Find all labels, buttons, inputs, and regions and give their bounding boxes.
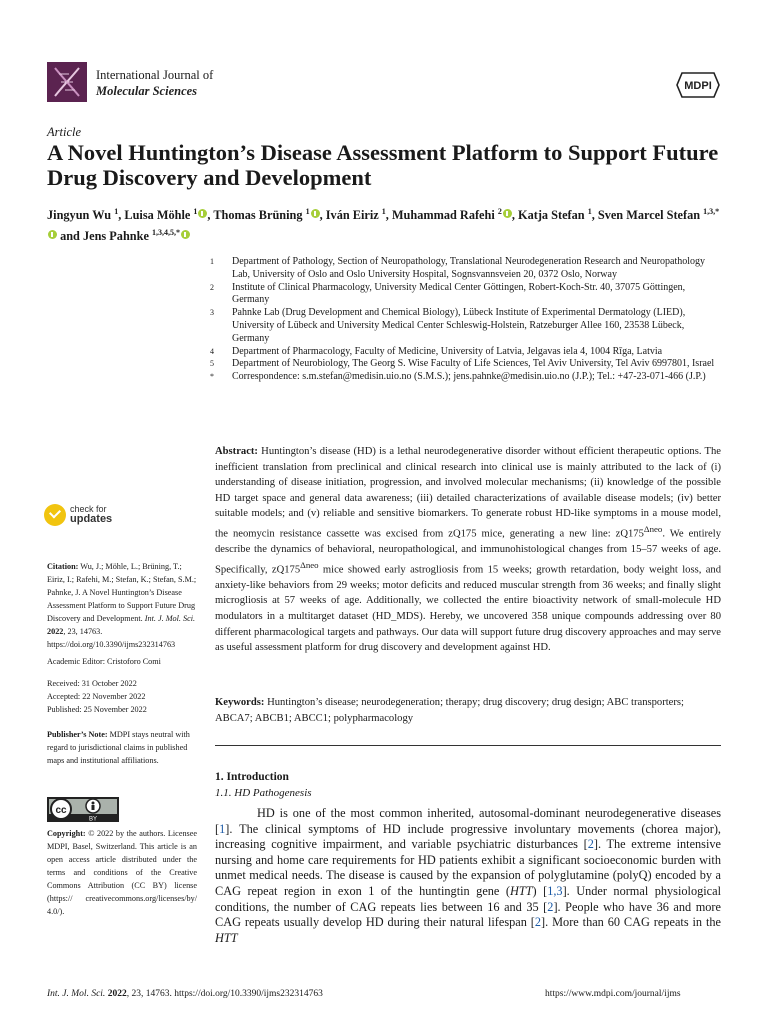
published-date: Published: 25 November 2022 [47,705,147,714]
citation [47,560,197,651]
check-updates-line2: updates [70,513,113,525]
affiliation-number: 4 [210,346,214,356]
keywords-label: Keywords: [215,697,265,708]
check-for-updates-button[interactable] [44,504,144,532]
affiliation-item [210,346,720,359]
affiliation-text: Department of Neurobiology, The Georg S. Wise Faculty of Life Sciences, Tel Aviv University, Tel Aviv 6997801, Israel [232,358,715,370]
orcid-icon[interactable] [311,209,320,218]
orcid-icon[interactable] [48,230,57,239]
affiliation-text: Correspondence: s.m.stefan@medisin.uio.no (S.M.S.); jens.pahnke@medisin.uio.no (J.P.); Tel.: +47-23-071-466 (J.P.) [232,371,706,383]
author-separator: , [319,208,326,223]
keywords-text: Huntington’s disease; neurodegeneration; therapy; drug discovery; drug design; ABC transporters; ABCA7; ABCB1; ABCC1; polypharmacology [215,697,684,724]
intro-text: ]. More than 60 CAG repeats in the [541,915,721,930]
reference-link[interactable]: 2 [534,915,542,930]
author-separator: and [57,229,83,244]
intro-text: ]. The clinical symptoms of HD include progressive involuntary movements (chorea major), increasing cognitive impairment, and variable psychiatric disturbances [ [215,821,721,852]
author-affiliation-sup: 1,3,* [703,207,720,216]
affiliations [210,256,720,384]
gene-name: HTT [509,883,533,898]
citation-journal: Int. J. Mol. Sci. [144,614,196,623]
author-separator: , [511,208,519,223]
affiliation-item [210,371,720,384]
mdpi-logo-icon [676,72,720,98]
mdpi-logo-text: MDPI [684,80,712,92]
affiliation-number: * [210,372,214,382]
abstract-sup-1: Δneo [643,523,663,534]
footer-doi[interactable]: , 23, 14763. https://doi.org/10.3390/ijms232314763 [126,989,323,999]
author-affiliation-sup: 2 [497,207,502,216]
affiliation-number: 5 [210,359,214,369]
section-heading: 1. Introduction [215,771,289,783]
article-type: Article [47,125,82,139]
keywords [215,695,721,726]
footer-journal-url[interactable]: https://www.mdpi.com/journal/ijms [545,989,681,999]
intro-text: ]. People who have 36 and more CAG repeats usually develop HD during their natural lifespan [ [215,899,721,930]
publisher-note-text: MDPI stays neutral with regard to jurisdictional claims in published maps and institutional affiliations. [47,730,190,765]
footer-year: 2022 [105,989,127,999]
author-separator: , [385,208,392,223]
intro-paragraph [215,806,721,946]
author-affiliation-sup: 1 [587,207,592,216]
author-name[interactable]: Jens Pahnke [82,229,149,244]
author-affiliation-sup: 1,3,4,5,* [152,228,181,238]
affiliation-item [210,307,720,345]
affiliation-number: 3 [210,308,214,318]
author-affiliation-sup: 1 [305,207,310,216]
author-name[interactable]: Sven Marcel Stefan [597,208,701,223]
journal-name-line2: Molecular Sciences [96,84,198,98]
check-updates-label [70,504,112,524]
abstract-text-1: Huntington’s disease (HD) is a lethal neurodegenerative disorder without efficient therapeutic options. The inefficient translation from preclinical and clinical research into clinical use is mainly attributed to the lack of (i) understanding of disease initiation, progression, and involved molecular mechanisms; (ii) knowledge of the possible HD target space and general data awareness; (iii) detailed characterizations of available disease models; (iv) better suitable models; and (v) reliable and sensitive biomarkers. To generate robust HD-like symptoms in a mouse model, the neomycin resistance cassette was excised from zQ175 mice, generating a new line: zQ175 [215,446,721,540]
author-affiliation-sup: 1 [114,207,119,216]
author-name[interactable]: Katja Stefan [518,208,585,223]
orcid-icon[interactable] [181,230,190,239]
affiliation-text: Pahnke Lab (Drug Development and Chemical Biology), Lübeck Institute of Experimental Dermatology (LIED), University of Lübeck and University Medical Center Schleswig-Holstein, Ratzeburger Allee 160, 23538 Lübeck, Germany [232,307,686,344]
article-title: A Novel Huntington’s Disease Assessment Platform to Support Future Drug Discovery and Development [47,140,719,190]
author-name[interactable]: Thomas Brüning [213,208,303,223]
citation-year: 2022 [47,627,64,636]
affiliation-number: 2 [210,282,214,292]
copyright-label: Copyright: [47,829,86,838]
received-date: Received: 31 October 2022 [47,679,137,688]
author-affiliation-sup: 1 [381,207,386,216]
author-affiliation-sup: 1 [193,207,198,216]
author-separator: , [207,208,214,223]
affiliation-text: Department of Pathology, Section of Neuropathology, Translational Neurodegeneration Research and Neuropathology Lab, University of Oslo and Oslo University Hospital, Sognsvannsveien 20, 0372 Oslo, Norway [232,256,706,280]
affiliation-text: Department of Pharmacology, Faculty of Medicine, University of Latvia, Jelgavas iela 4, 1004 Rīga, Latvia [232,345,663,357]
reference-link[interactable]: 2 [587,837,594,852]
author-separator: , [591,208,598,223]
reference-link[interactable]: 1 [219,821,226,836]
accepted-date: Accepted: 22 November 2022 [47,692,146,701]
citation-text: Wu, J.; Möhle, L.; Brüning, T.; Eiriz, I.; Rafehi, M.; Stefan, K.; Stefan, S.M.; Pahnke, J. A Novel Huntington’s Disease Assessment Platform to Support Future Drug Discovery and Development. [47,562,197,623]
orcid-icon[interactable] [503,209,512,218]
check-updates-icon [44,504,66,526]
copyright [47,827,197,918]
publisher-note-label: Publisher’s Note: [47,730,108,739]
publisher-note [47,728,197,767]
affiliation-text: Institute of Clinical Pharmacology, University Medical Center Göttingen, Robert-Koch-Str. 40, 37075 Göttingen, Germany [232,281,686,306]
abstract [215,444,721,656]
citation-doi[interactable]: , 23, 14763. https://doi.org/10.3390/ijms232314763 [47,627,176,649]
academic-editor: Academic Editor: Cristoforo Comi [47,657,161,666]
publication-dates [47,677,197,716]
abstract-text-3: mice showed early astrogliosis from 15 weeks; growth retardation, body weight loss, and anxiety-like behaviors from 29 weeks; motor deficits and reduced muscular strength from 36 weeks; and finally slight microgliosis at 57 weeks of age. Additionally, we collected the entire bioactivity network of small-molecule HD modulators in a multitarget dataset (HD_MDS). Hereby, we uncovered 358 unique compounds addressing over 80 different pharmacological targets and pathways. Our data will support future drug discovery approaches and may serve as useful assessment platform for drug discovery and development against HD. [215,564,721,654]
copyright-text: © 2022 by the authors. Licensee MDPI, Basel, Switzerland. This article is an open access article distributed under the terms and conditions of the Creative Commons Attribution (CC BY) license (https:// creativecommons.org/licenses/by/ 4.0/). [47,829,197,916]
intro-text: ]. The extreme intensive nursing and home care requirements for HD patients exhibit a significant socioeconomic burden with unmet medical needs. The disease is caused by the expansion of polyglutamine (polyQ) encoded by a CAG repeat region in exon 1 of the huntingtin gene ( [215,837,721,898]
author-name[interactable]: Jingyun Wu [47,208,112,223]
footer-citation [47,989,323,999]
author-name[interactable]: Muhammad Rafehi [391,208,495,223]
affiliation-item [210,282,720,308]
author-list [47,203,727,245]
affiliation-item [210,358,720,371]
affiliation-item [210,256,720,282]
check-updates-line1: check for [70,504,107,514]
affiliation-number: 1 [210,257,214,266]
author-name[interactable]: Luisa Möhle [124,208,191,223]
journal-logo-icon [47,62,87,102]
abstract-text-2: . We entirely describe the dynamics of behavioral, neuropathological, and immunohistological changes from 15–57 weeks of age. Specifically, zQ175 [215,528,721,576]
author-separator: , [118,208,125,223]
journal-name-line1: International Journal of [96,68,214,82]
abstract-label: Abstract: [215,446,258,457]
author-name[interactable]: Iván Eiriz [325,208,379,223]
intro-text: HD is one of the most common inherited, autosomal-dominant neurodegenerative diseases [ [215,806,721,836]
subsection-heading: 1.1. HD Pathogenesis [215,787,312,799]
gene-name: HTT [215,930,238,945]
section-divider [215,745,721,746]
citation-label: Citation: [47,562,79,571]
journal-name [96,67,213,99]
reference-link[interactable]: 1,3 [547,883,563,898]
intro-text: ) [ [532,883,548,898]
cc-by-label: BY [88,816,98,822]
svg-text:cc: cc [55,805,67,816]
cc-by-license-icon[interactable] [47,797,119,822]
reference-link[interactable]: 2 [547,899,554,914]
footer-journal: Int. J. Mol. Sci. [47,989,106,999]
intro-text: ]. Under normal physiological conditions, the number of CAG repeats lies between 16 and 35 [ [215,883,721,914]
abstract-sup-2: Δneo [300,559,319,570]
